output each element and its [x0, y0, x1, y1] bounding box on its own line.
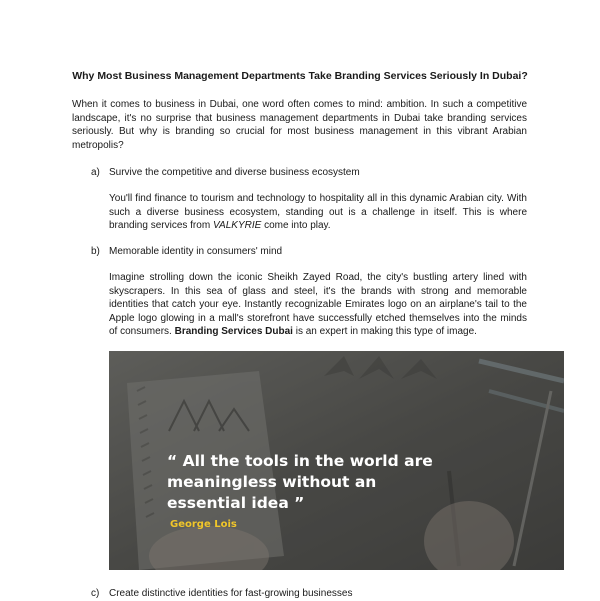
quote-line: “ All the tools in the world are: [167, 452, 433, 470]
quote-image: [109, 351, 564, 570]
list-marker: c): [91, 588, 100, 599]
intro-paragraph: When it comes to business in Dubai, one word often comes to mind: ambition. In such a competitive landscape, it's no surprise that business management departments in Dubai take branding services seriously. But why is branding so crucial for most business management in this vibrant Arabian metropolis?: [72, 99, 527, 151]
body-text: come into play.: [261, 220, 331, 232]
brand-name: VALKYRIE: [212, 220, 262, 232]
quote-line: meaningless without an: [167, 473, 377, 491]
list-item-c: [91, 587, 531, 601]
body-text: Imagine strolling down the iconic Sheikh Zayed Road, the city's bustling artery lined with skyscrapers. In this sea of glass and steel, it's the brands with strong and memorable identities that catch your eye. Instantly recognizable Emirates logo on an airplane's tail to the Apple logo glowing in a mall's storefront have successfully etched themselves into the minds of consumers.: [109, 272, 527, 338]
section-a-body: [109, 192, 527, 233]
bold-link-text: Branding Services Dubai: [174, 326, 293, 338]
section-heading: Survive the competitive and diverse business ecosystem: [109, 167, 360, 178]
quote-line: essential idea ”: [167, 494, 305, 512]
list-marker: a): [91, 167, 100, 178]
list-item-a: [91, 166, 531, 180]
section-heading: Memorable identity in consumers' mind: [109, 246, 283, 257]
section-heading: Create distinctive identities for fast-growing businesses: [109, 588, 353, 599]
quote-text: [167, 451, 437, 514]
article-title: Why Most Business Management Departments Take Branding Services Seriously In Dubai?: [72, 70, 528, 82]
body-text: is an expert in making this type of image.: [292, 326, 477, 338]
body-text: You'll find finance to tourism and technology to hospitality all in this dynamic Arabian city. With such a diverse business ecosystem, standing out is a challenge in itself. This is where branding services from: [109, 193, 527, 232]
section-b-body: [109, 271, 527, 339]
quote-author: George Lois: [170, 519, 237, 530]
list-marker: b): [91, 246, 100, 257]
list-item-b: [91, 245, 531, 259]
